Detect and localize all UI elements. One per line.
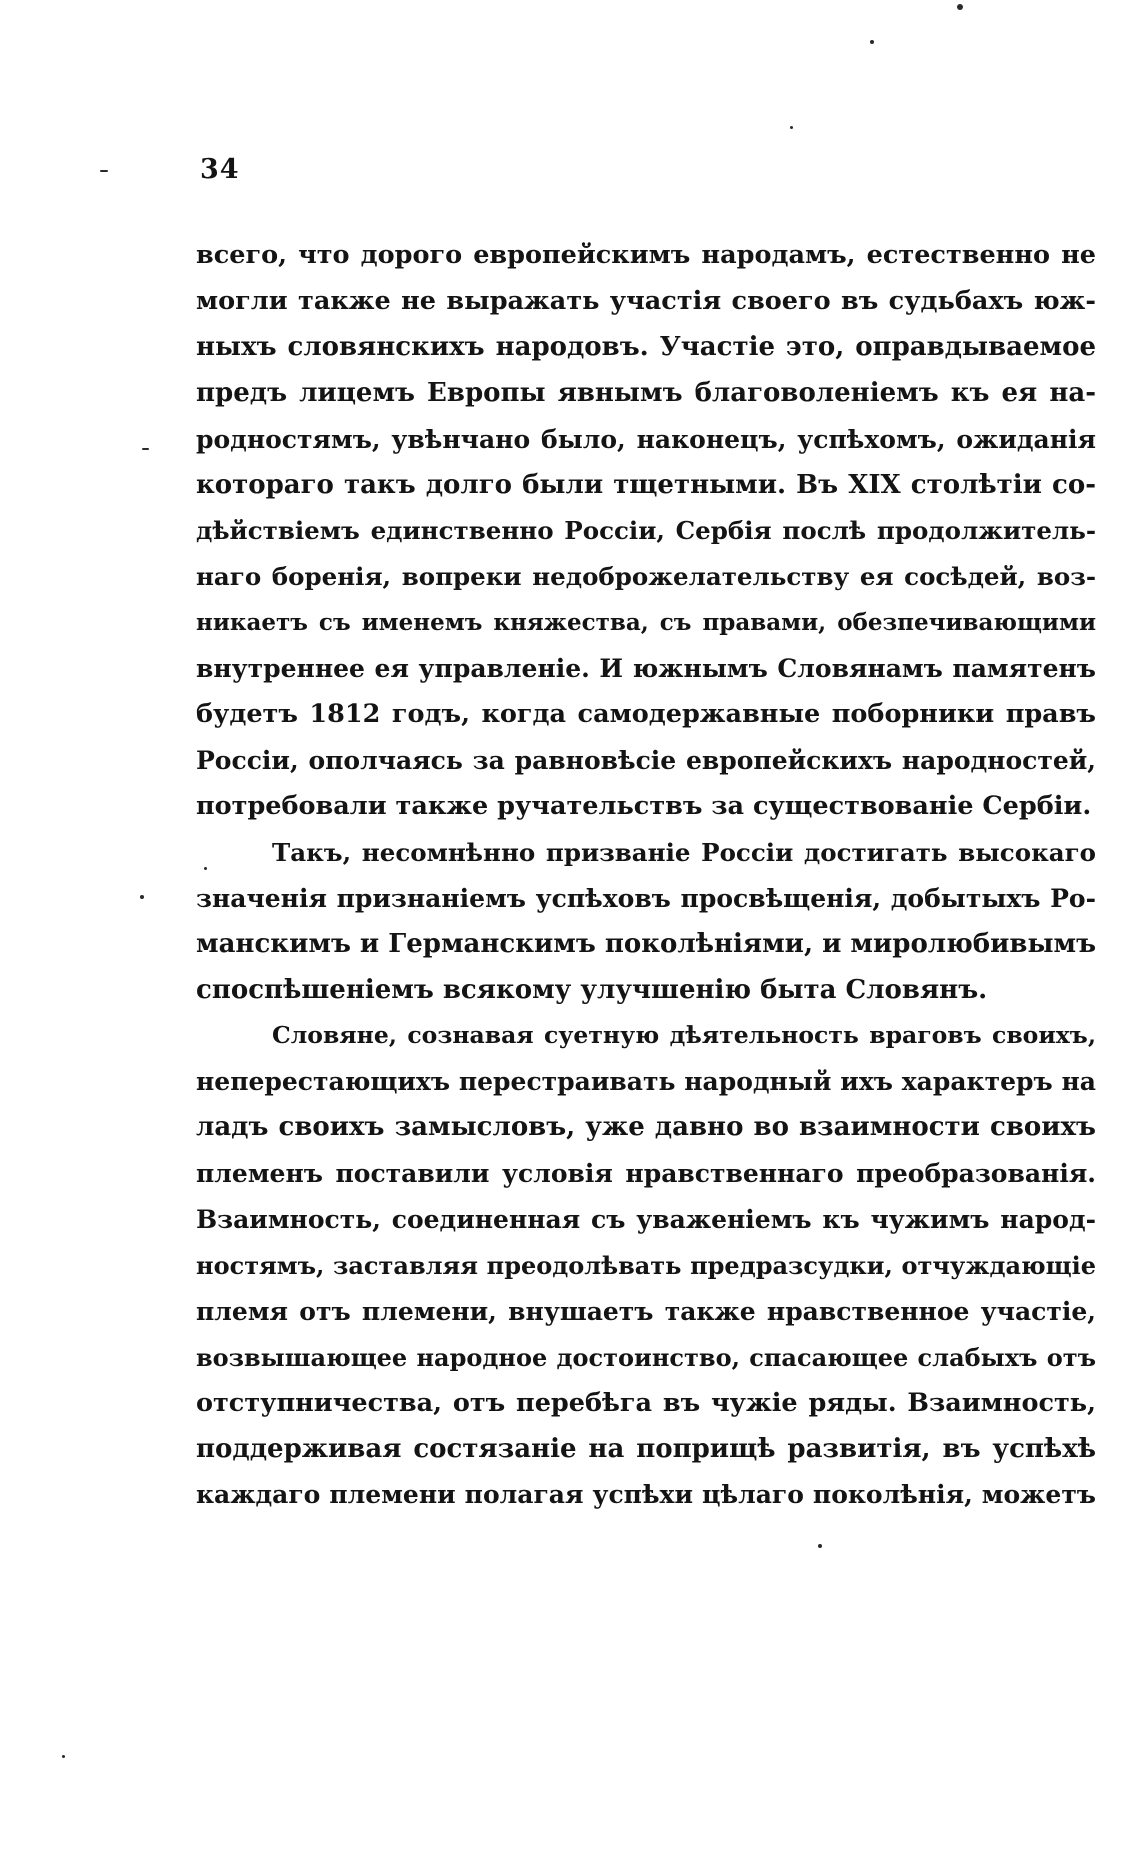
scan-speck — [62, 1755, 65, 1758]
text-line: ладъ своихъ замысловъ, уже давно во взаимности своихъ — [196, 1112, 1096, 1143]
scan-speck — [818, 1544, 822, 1548]
text-line: каждаго племени полагая успѣхи цѣлаго поколѣнія, можетъ — [196, 1480, 1096, 1510]
paragraph-3 — [196, 1013, 1096, 1518]
scan-speck — [100, 170, 108, 172]
text-line: отступничества, отъ перебѣга въ чужіе ряды. Взаимность, — [196, 1387, 1096, 1418]
text-line: Взаимность, соединенная съ уваженіемъ къ чужимъ народ- — [196, 1205, 1096, 1235]
text-line: родностямъ, увѣнчано было, наконецъ, успѣхомъ, ожиданія — [196, 424, 1096, 454]
text-line: всего, что дорого европейскимъ народамъ, естественно не — [196, 240, 1096, 270]
text-line: племенъ поставили условія нравственнаго преобразованія. — [196, 1159, 1096, 1189]
scan-speck — [790, 126, 793, 129]
text-line: поддерживая состязаніе на поприщѣ развитія, въ успѣхѣ — [196, 1433, 1096, 1464]
text-line: Словяне, сознавая суетную дѣятельность враговъ своихъ, — [272, 1021, 1096, 1050]
paragraph-1 — [196, 233, 1096, 830]
scan-speck — [870, 40, 874, 44]
paragraph-2 — [196, 830, 1096, 1014]
text-line: будетъ 1812 годъ, когда самодержавные поборники правъ — [196, 699, 1096, 730]
text-line: значенія признаніемъ успѣховъ просвѣщенія, добытыхъ Ро- — [196, 883, 1096, 913]
text-line: возвышающее народное достоинство, спасающее слабыхъ отъ — [196, 1342, 1096, 1372]
text-line: неперестающихъ перестраивать народный ихъ характеръ на — [196, 1067, 1096, 1097]
text-line: дѣйствіемъ единственно Россіи, Сербія послѣ продолжитель- — [196, 516, 1096, 546]
text-line: никаетъ съ именемъ княжества, съ правами, обезпечивающими — [196, 609, 1096, 637]
text-line: внутреннее ея управленіе. И южнымъ Словянамъ памятенъ — [196, 654, 1096, 684]
text-line: племя отъ племени, внушаетъ также нравственное участіе, — [196, 1296, 1096, 1326]
text-line: могли также не выражать участія своего въ судьбахъ юж- — [196, 285, 1096, 316]
text-line: Россіи, ополчаясь за равновѣсіе европейскихъ народностей, — [196, 745, 1096, 775]
text-line: наго боренія, вопреки недоброжелательству ея сосѣдей, воз- — [196, 562, 1096, 592]
text-line: котораго такъ долго были тщетными. Въ XIX столѣтіи со- — [196, 469, 1096, 500]
text-line: манскимъ и Германскимъ поколѣніями, и миролюбивымъ — [196, 928, 1097, 959]
text-line: потребовали также ручательствъ за существованіе Сербіи. — [196, 790, 1092, 821]
text-line: ностямъ, заставляя преодолѣвать предразсудки, отчуждающіе — [196, 1250, 1096, 1280]
scan-speck — [142, 448, 149, 450]
scan-speck — [957, 4, 963, 10]
scan-speck — [140, 895, 144, 899]
text-line: предъ лицемъ Европы явнымъ благоволеніемъ къ ея на- — [196, 377, 1096, 408]
text-line: ныхъ словянскихъ народовъ. Участіе это, оправдываемое — [196, 331, 1096, 362]
body-text — [196, 233, 1096, 1518]
text-line: споспѣшеніемъ всякому улучшенію быта Словянъ. — [196, 974, 988, 1005]
text-line: Такъ, несомнѣнно призваніе Россіи достигать высокаго — [272, 837, 1096, 867]
page-number: 34 — [200, 154, 240, 185]
